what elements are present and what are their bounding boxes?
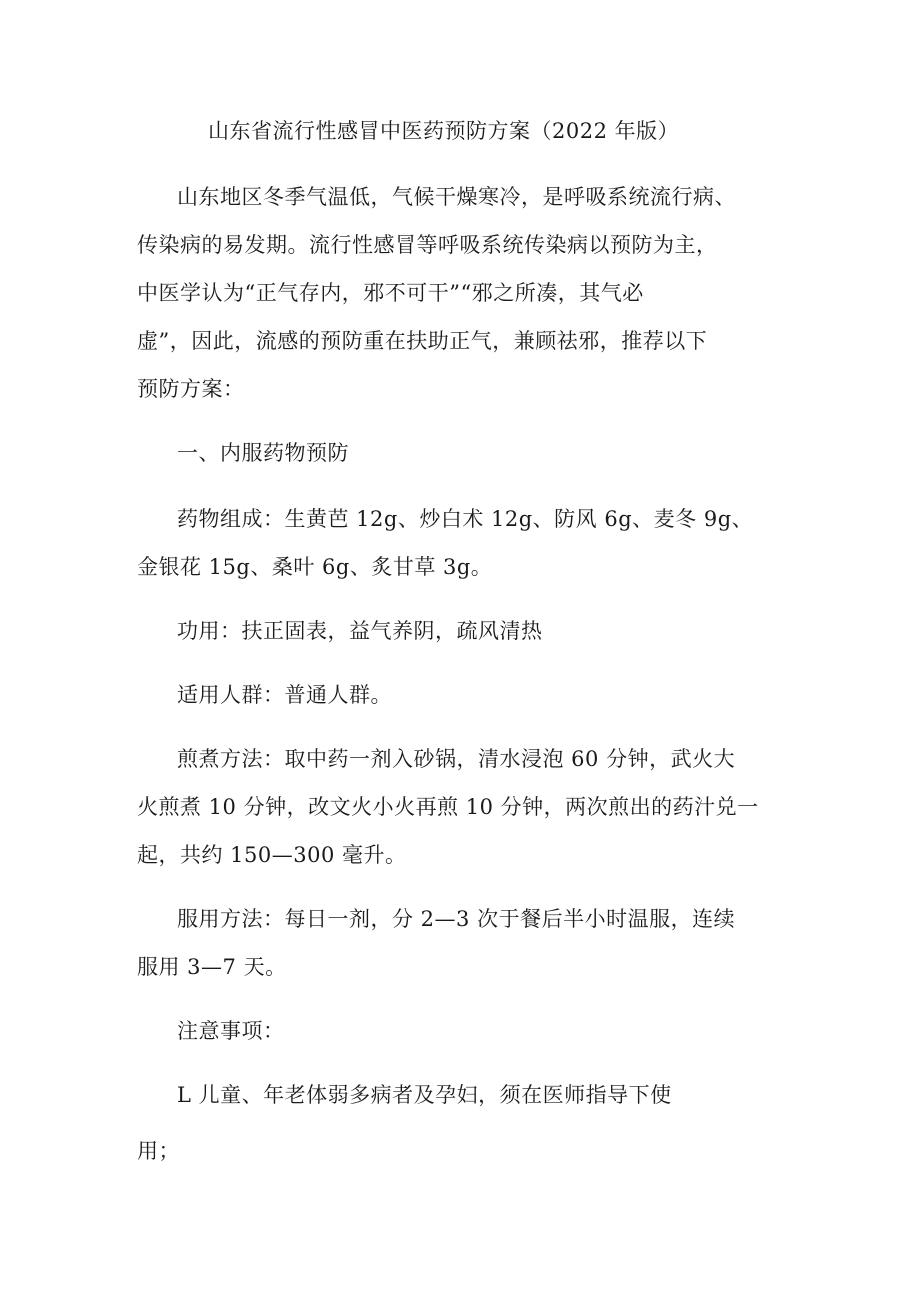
usage-line: 服用方法：每日一剂，分 2—3 次于餐后半小时温服，连续 xyxy=(177,907,736,931)
decoction-line: 起，共约 150—300 毫升。 xyxy=(137,843,407,867)
composition-line: 金银花 15g、桑叶 6g、炙甘草 3g。 xyxy=(137,555,493,579)
intro-line: 山东地区冬季气温低，气候干燥寒冷，是呼吸系统流行病、 xyxy=(177,185,736,209)
intro-line: 中医学认为“正气存内，邪不可干”“邪之所凑，其气必 xyxy=(137,281,644,305)
notes-line: L 儿童、年老体弱多病者及孕妇，须在医师指导下使 xyxy=(177,1083,672,1107)
population-line: 适用人群：普通人群。 xyxy=(177,683,392,707)
section-heading: 一、内服药物预防 xyxy=(177,441,349,465)
notes-heading: 注意事项： xyxy=(177,1019,285,1043)
intro-line: 传染病的易发期。流行性感冒等呼吸系统传染病以预防为主， xyxy=(137,233,718,257)
function-line: 功用：扶正固表，益气养阴，疏风清热 xyxy=(177,619,543,643)
intro-line: 预防方案： xyxy=(137,377,245,401)
decoction-line: 火煎煮 10 分钟，改文火小火再煎 10 分钟，两次煎出的药汁兑一 xyxy=(137,795,759,819)
intro-line: 虚”，因此，流感的预防重在扶助正气，兼顾祛邪，推荐以下 xyxy=(137,329,708,353)
document-title: 山东省流行性感冒中医药预防方案（2022 年版） xyxy=(208,119,680,143)
composition-line: 药物组成：生黄芭 12g、炒白术 12g、防风 6g、麦冬 9g、 xyxy=(177,507,754,531)
usage-line: 服用 3—7 天。 xyxy=(137,955,287,979)
decoction-line: 煎煮方法：取中药一剂入砂锅，清水浸泡 60 分钟，武火大 xyxy=(177,747,736,771)
notes-line: 用； xyxy=(137,1139,180,1163)
